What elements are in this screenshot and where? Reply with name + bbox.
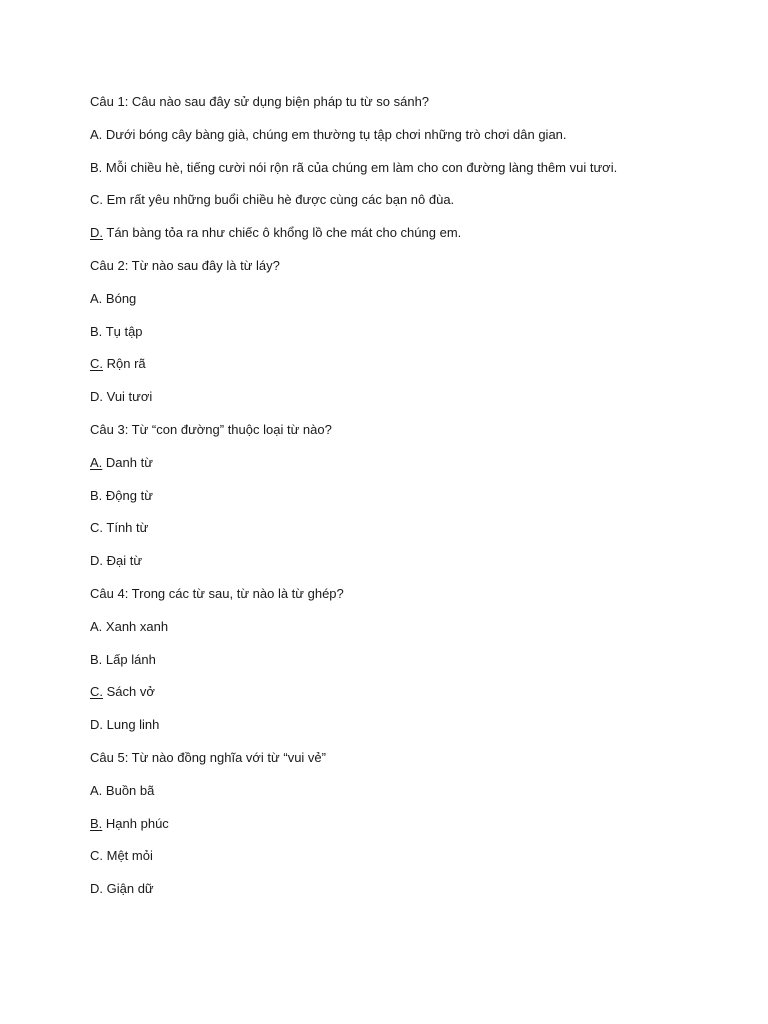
question-5: Câu 5: Từ nào đồng nghĩa với từ “vui vẻ”	[90, 749, 326, 765]
option-letter: B.	[90, 651, 103, 667]
option-letter: C.	[90, 192, 103, 208]
option-text: Đại từ	[106, 553, 143, 569]
option-text: Giận dữ	[106, 881, 154, 897]
question-3-option-b	[90, 487, 730, 520]
option-text: Động từ	[105, 487, 153, 503]
question-2-option-d	[90, 388, 730, 421]
option-text: Xanh xanh	[105, 618, 169, 634]
option-text: Vui tươi	[106, 389, 153, 405]
question-2-option-c	[90, 355, 730, 388]
option-text: Hạnh phúc	[105, 815, 169, 831]
option-letter: D.	[90, 881, 103, 897]
option-letter: B.	[90, 323, 103, 339]
question-5-option-b	[90, 815, 730, 848]
option-letter: A.	[90, 782, 103, 798]
question-1-option-c	[90, 191, 730, 224]
option-letter: D.	[90, 717, 103, 733]
question-3-option-a	[90, 454, 730, 487]
question-1-option-a	[90, 126, 730, 159]
question-3-option-c	[90, 519, 730, 552]
question-1-option-d	[90, 224, 730, 257]
option-letter-correct: C.	[90, 684, 103, 700]
option-text: Bóng	[105, 290, 137, 306]
question-5-option-a	[90, 782, 730, 815]
question-3-option-d	[90, 552, 730, 585]
option-text: Lấp lánh	[105, 651, 156, 667]
option-letter-correct: D.	[90, 225, 103, 241]
option-text: Sách vở	[106, 684, 155, 700]
option-letter-correct: A.	[90, 454, 103, 470]
option-text: Rộn rã	[106, 356, 146, 372]
question-3: Câu 3: Từ “con đường” thuộc loại từ nào?	[90, 421, 332, 437]
option-text: Tán bàng tỏa ra như chiếc ô khổng lồ che mát cho chúng em.	[106, 225, 462, 241]
option-text: Tụ tập	[105, 323, 143, 339]
option-text: Buồn bã	[105, 782, 155, 798]
option-letter: A.	[90, 126, 103, 142]
question-4-option-a	[90, 618, 730, 651]
option-text: Tính từ	[106, 520, 149, 536]
document-page	[90, 93, 730, 913]
option-letter: A.	[90, 618, 103, 634]
question-5-option-c	[90, 847, 730, 880]
question-4-option-b	[90, 651, 730, 684]
option-letter: D.	[90, 553, 103, 569]
option-letter: C.	[90, 520, 103, 536]
option-letter: D.	[90, 389, 103, 405]
question-4-option-d	[90, 716, 730, 749]
question-2-option-a	[90, 290, 730, 323]
question-2: Câu 2: Từ nào sau đây là từ láy?	[90, 257, 280, 273]
option-text: Lung linh	[106, 717, 160, 733]
option-letter-correct: C.	[90, 356, 103, 372]
option-letter-correct: B.	[90, 815, 103, 831]
question-1-option-b	[90, 159, 730, 192]
question-4-option-c	[90, 683, 730, 716]
option-text: Em rất yêu những buổi chiều hè được cùng các bạn nô đùa.	[106, 192, 455, 208]
option-text: Dưới bóng cây bàng già, chúng em thường tụ tập chơi những trò chơi dân gian.	[105, 126, 567, 142]
option-letter: B.	[90, 159, 103, 175]
option-letter: C.	[90, 848, 103, 864]
option-text: Danh từ	[105, 454, 153, 470]
question-4: Câu 4: Trong các từ sau, từ nào là từ ghép?	[90, 585, 344, 601]
question-5-option-d	[90, 880, 730, 913]
option-letter: A.	[90, 290, 103, 306]
option-text: Mệt mỏi	[106, 848, 153, 864]
option-text: Mỗi chiều hè, tiếng cười nói rộn rã của chúng em làm cho con đường làng thêm vui tươi.	[105, 159, 618, 175]
question-2-option-b	[90, 323, 730, 356]
question-1: Câu 1: Câu nào sau đây sử dụng biện pháp tu từ so sánh?	[90, 94, 430, 109]
option-letter: B.	[90, 487, 103, 503]
